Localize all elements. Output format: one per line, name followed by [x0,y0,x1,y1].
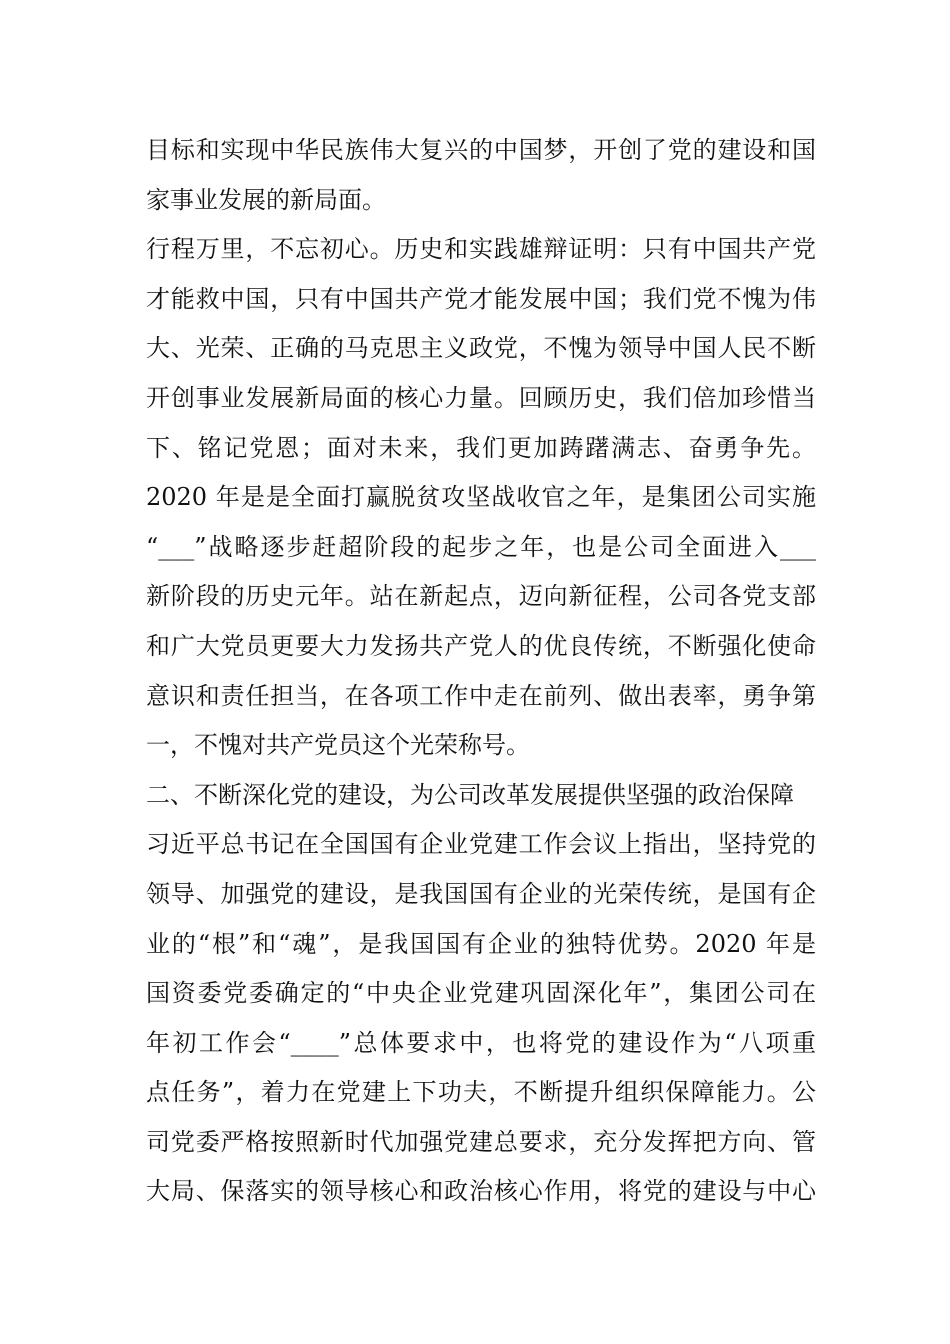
text-line: 习近平总书记在全国国有企业党建工作会议上指出，坚持党的 [146,830,816,859]
text-line: 国资委党委确定的“中央企业党建巩固深化年”，集团公司在 [146,979,816,1008]
text-line: 新阶段的历史元年。站在新起点，迈向新征程，公司各党支部 [146,582,816,611]
text-line: 大、光荣、正确的马克思主义政党，不愧为领导中国人民不断 [146,334,816,363]
text-line: 开创事业发展新局面的核心力量。回顾历史，我们倍加珍惜当 [146,383,816,412]
text-line: 一，不愧对共产党员这个光荣称号。 [146,731,530,760]
text-line: 点任务”，着力在党建上下功夫，不断提升组织保障能力。公 [146,1078,816,1107]
text-line: 和广大党员更要大力发扬共产党人的优良传统，不断强化使命 [146,631,816,660]
text-line: 司党委严格按照新时代加强党建总要求，充分发挥把方向、管 [146,1127,816,1156]
text-line: 二、不断深化党的建设，为公司改革发展提供坚强的政治保障 [146,780,794,809]
document-body [146,126,816,1217]
text-line: 下、铭记党恩；面对未来，我们更加踌躇满志、奋勇争先。 [146,433,816,462]
text-line: 才能救中国，只有中国共产党才能发展中国；我们党不愧为伟 [146,284,816,313]
text-line: 2020 年是是全面打赢脱贫攻坚战收官之年，是集团公司实施 [146,483,816,512]
text-line: 目标和实现中华民族伟大复兴的中国梦，开创了党的建设和国 [146,136,816,164]
text-line: “___”战略逐步赶超阶段的起步之年，也是公司全面进入___ [146,532,816,561]
text-line: 领导、加强党的建设，是我国国有企业的光荣传统，是国有企 [146,879,816,908]
text-line: 家事业发展的新局面。 [146,185,386,214]
text-line: 业的“根”和“魂”，是我国国有企业的独特优势。2020 年是 [146,929,816,958]
text-line: 大局、保落实的领导核心和政治核心作用，将党的建设与中心 [146,1177,816,1206]
text-line: 年初工作会“____”总体要求中，也将党的建设作为“八项重 [146,1028,816,1057]
text-line: 意识和责任担当，在各项工作中走在前列、做出表率，勇争第 [146,681,816,710]
text-line: 行程万里，不忘初心。历史和实践雄辩证明：只有中国共产党 [146,235,816,264]
